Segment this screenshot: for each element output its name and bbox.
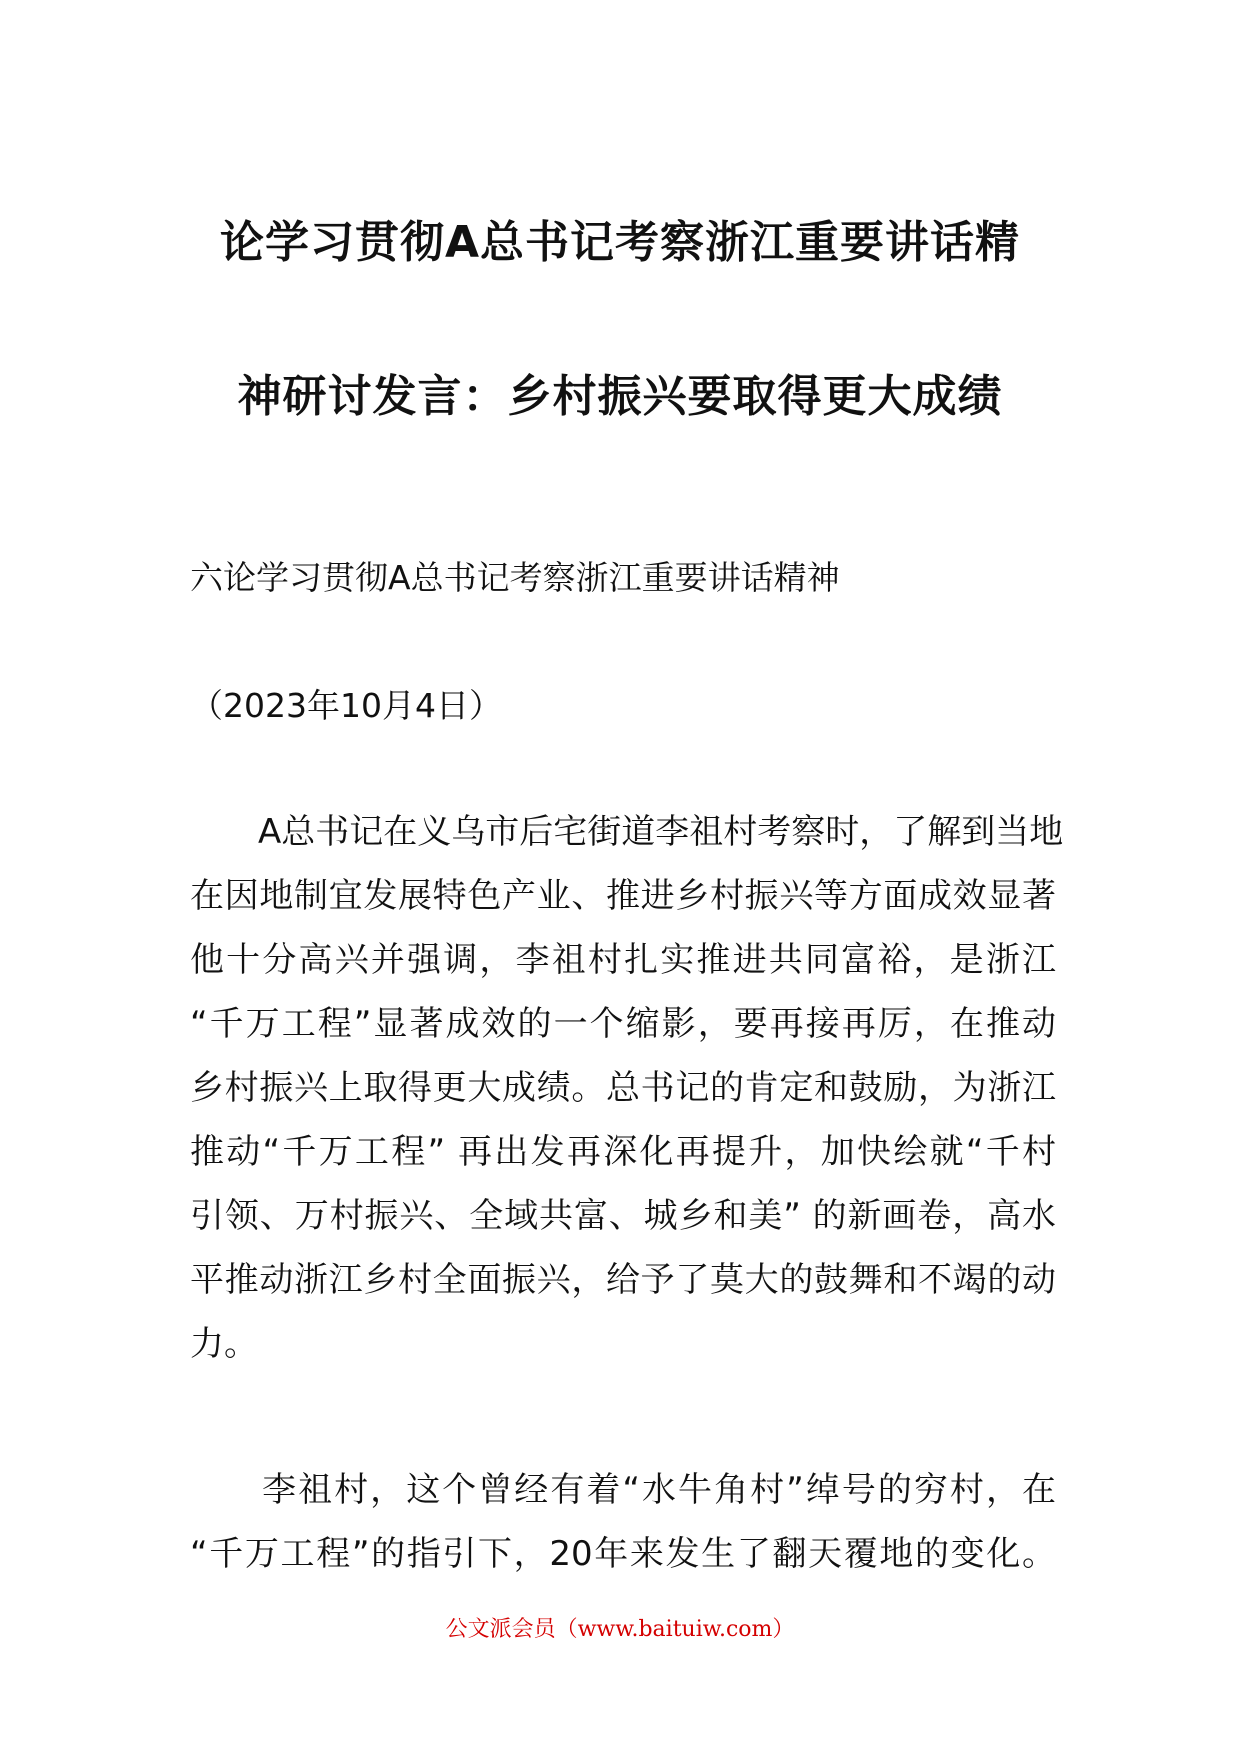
paragraph-line: 李祖村，这个曾经有着“水牛角村”绰号的穷村，在 bbox=[190, 1470, 1056, 1510]
document-date: （2023年10月4日） bbox=[190, 686, 502, 725]
paragraph-line: 他十分高兴并强调，李祖村扎实推进共同富裕，是浙江 bbox=[190, 940, 1056, 980]
document-title-line-1: 论学习贯彻A总书记考察浙江重要讲话精 bbox=[219, 217, 1021, 268]
body-paragraph-2 bbox=[190, 1458, 1056, 1586]
document-title-line-2: 神研讨发言：乡村振兴要取得更大成绩 bbox=[237, 371, 1003, 422]
paragraph-line: 平推动浙江乡村全面振兴，给予了莫大的鼓舞和不竭的动 bbox=[190, 1260, 1056, 1300]
body-paragraph-1 bbox=[190, 800, 1064, 1376]
paragraph-line: “千万工程”显著成效的一个缩影，要再接再厉，在推动 bbox=[190, 1004, 1056, 1044]
document-subtitle: 六论学习贯彻A总书记考察浙江重要讲话精神 bbox=[190, 558, 840, 597]
paragraph-line: 引领、万村振兴、全域共富、城乡和美” 的新画卷，高水 bbox=[190, 1196, 1056, 1236]
paragraph-line: “千万工程”的指引下，20年来发生了翻天覆地的变化。 bbox=[190, 1534, 1056, 1574]
paragraph-line: A总书记在义乌市后宅街道李祖村考察时，了解到当地 bbox=[190, 812, 1064, 852]
paragraph-line: 力。 bbox=[190, 1324, 258, 1364]
paragraph-line: 在因地制宜发展特色产业、推进乡村振兴等方面成效显著 bbox=[190, 876, 1056, 916]
footer-watermark: 公文派会员（www.baituiw.com） bbox=[445, 1617, 795, 1642]
paragraph-line: 推动“千万工程” 再出发再深化再提升，加快绘就“千村 bbox=[190, 1132, 1056, 1172]
paragraph-line: 乡村振兴上取得更大成绩。总书记的肯定和鼓励，为浙江 bbox=[190, 1068, 1056, 1108]
